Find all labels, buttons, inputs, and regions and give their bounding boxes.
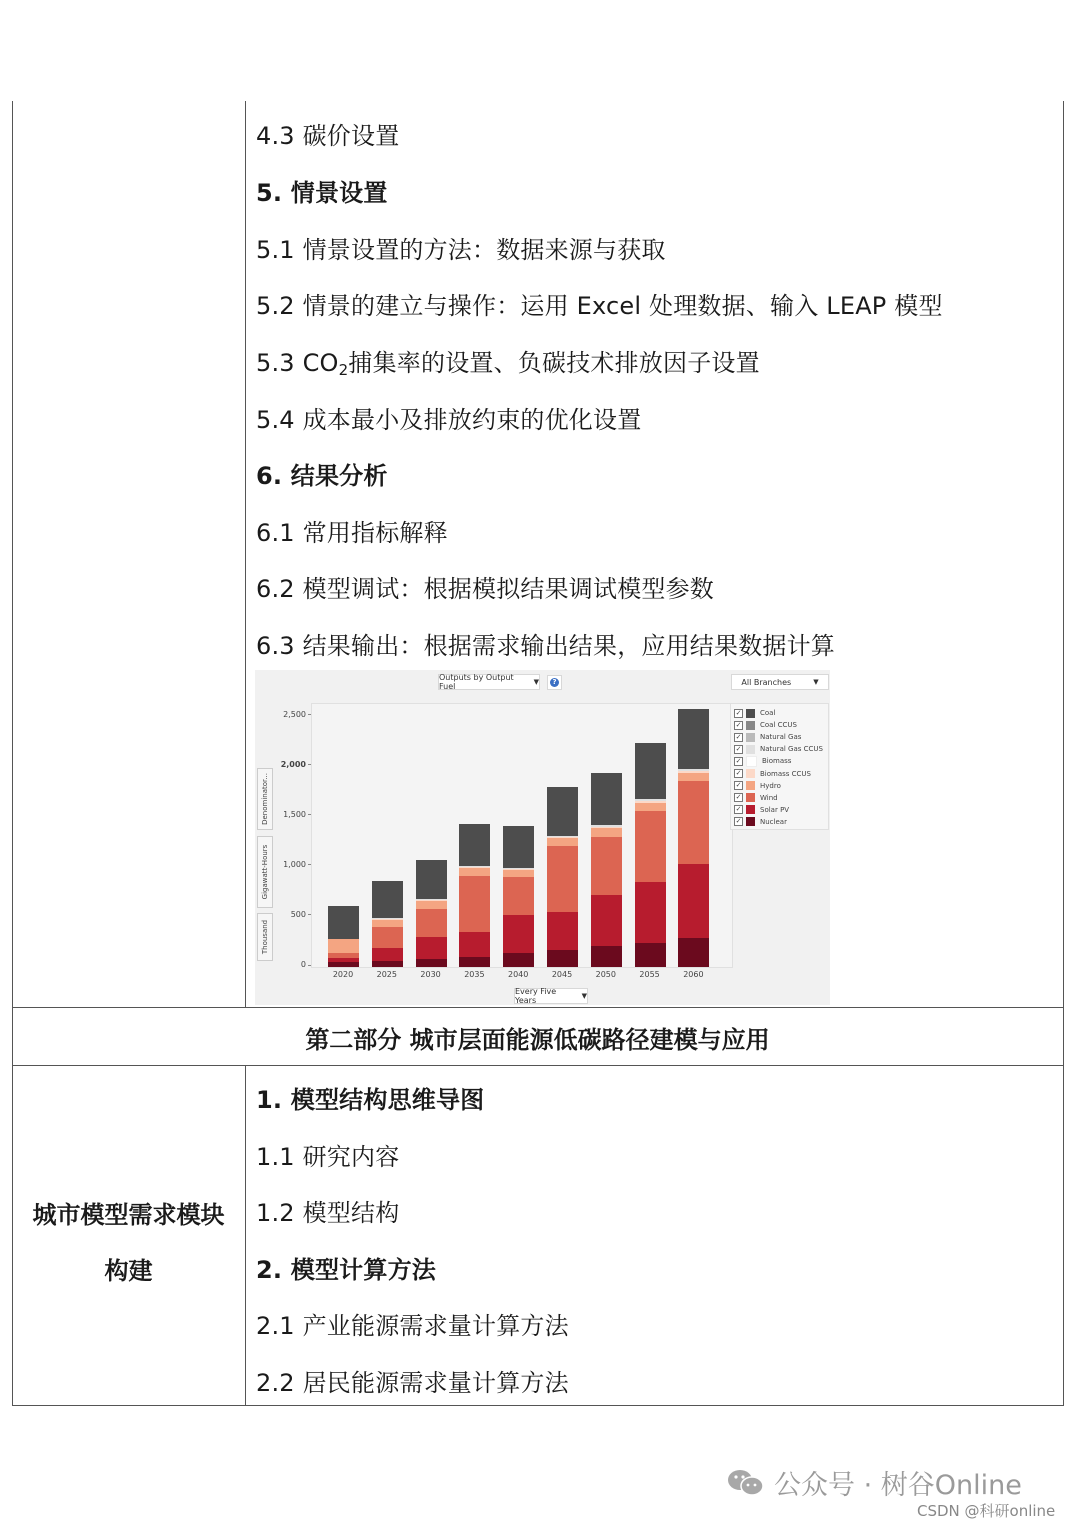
plot-area xyxy=(311,703,733,968)
section-title: 第二部分 城市层面能源低碳路径建模与应用 xyxy=(305,1026,770,1054)
bar-segment xyxy=(328,962,359,967)
outline-item-prefix: 5.3 CO xyxy=(256,349,339,377)
outline-item: 2.1 产业能源需求量计算方法 xyxy=(256,1312,569,1340)
bar-segment xyxy=(591,773,622,825)
bar-segment xyxy=(547,787,578,835)
leap-chart-panel xyxy=(255,670,830,1005)
legend-checkbox[interactable]: ✓ xyxy=(735,732,742,741)
row-label-line2: 构建 xyxy=(104,1257,153,1285)
outline-item: 1.1 研究内容 xyxy=(256,1143,400,1171)
legend-checkbox[interactable]: ✓ xyxy=(735,769,742,777)
help-button[interactable] xyxy=(547,675,562,690)
axis-tab-label: Denominator... xyxy=(261,773,269,825)
bar-segment xyxy=(328,939,359,953)
table-border-middle xyxy=(245,1065,246,1406)
wechat-icon xyxy=(726,1468,766,1498)
bar-segment xyxy=(591,946,622,967)
outline-heading: 6. 结果分析 xyxy=(256,462,388,490)
bar-segment xyxy=(503,953,534,967)
legend-swatch xyxy=(746,769,755,778)
x-tick-label: 2050 xyxy=(595,970,616,979)
outline-heading: 5. 情景设置 xyxy=(256,179,388,207)
table-row-divider xyxy=(12,1007,1064,1008)
axis-tab-gigawatt-hours[interactable] xyxy=(257,836,273,908)
x-tick-label: 2035 xyxy=(464,970,485,979)
y-tick-label: 2,500 xyxy=(283,710,306,719)
legend-label: Nuclear xyxy=(760,817,787,826)
bar-segment xyxy=(547,912,578,950)
bar-2060 xyxy=(678,709,709,967)
legend-checkbox[interactable]: ✓ xyxy=(735,793,742,802)
outline-item: 6.3 结果输出：根据需求输出结果，应用结果数据计算 xyxy=(256,632,835,660)
outline-item: 6.2 模型调试：根据模拟结果调试模型参数 xyxy=(256,575,714,603)
bar-2045 xyxy=(547,787,578,967)
legend-label: Biomass CCUS xyxy=(760,769,811,778)
legend-swatch xyxy=(746,709,755,718)
bar-segment xyxy=(591,837,622,895)
y-tick-label: 1,500 xyxy=(283,810,306,819)
legend-checkbox[interactable]: ✓ xyxy=(735,708,742,717)
axis-tab-label: Thousand xyxy=(261,919,269,955)
view-dropdown-label: Outputs by Output Fuel xyxy=(439,673,514,691)
legend-checkbox[interactable]: ✓ xyxy=(735,720,742,729)
bar-segment xyxy=(635,743,666,799)
legend-swatch xyxy=(746,805,755,814)
bar-segment xyxy=(459,824,490,865)
legend-checkbox[interactable]: ✓ xyxy=(735,805,742,814)
wechat-watermark: 公众号 · 树谷Online xyxy=(774,1470,1022,1501)
bar-segment xyxy=(416,959,447,967)
x-tick-label: 2020 xyxy=(332,970,354,979)
bar-segment xyxy=(635,943,666,967)
bar-2020 xyxy=(328,906,359,967)
bar-segment xyxy=(635,803,666,811)
outline-item: 5.4 成本最小及排放约束的优化设置 xyxy=(256,406,642,434)
bar-2040 xyxy=(503,826,534,968)
legend-label: Hydro xyxy=(760,781,781,790)
bar-segment xyxy=(503,915,534,953)
legend-label: Coal CCUS xyxy=(760,721,797,730)
bar-segment xyxy=(416,901,447,909)
legend-label: Biomass xyxy=(762,757,792,766)
bar-segment xyxy=(459,876,490,932)
legend-label: Solar PV xyxy=(760,805,790,814)
table-border-bottom xyxy=(12,1405,1064,1406)
bar-segment xyxy=(372,948,403,961)
x-tick-label: 2025 xyxy=(376,970,397,979)
table-border-middle xyxy=(245,101,246,1008)
outline-item: 5.2 情景的建立与操作：运用 Excel 处理数据、输入 LEAP 模型 xyxy=(256,292,943,320)
view-dropdown[interactable] xyxy=(438,674,540,690)
axis-tab-label: Gigawatt-Hours xyxy=(261,844,269,900)
bar-segment xyxy=(547,838,578,846)
legend-item[interactable] xyxy=(734,816,787,828)
table-row-divider xyxy=(12,1065,1064,1066)
bar-segment xyxy=(459,932,490,957)
chart-legend xyxy=(730,703,829,830)
y-tick-label: 1,000 xyxy=(283,860,306,869)
bar-segment xyxy=(372,961,403,967)
outline-item xyxy=(256,343,760,379)
bar-segment xyxy=(547,950,578,967)
x-tick-label: 2055 xyxy=(639,970,660,979)
legend-checkbox[interactable]: ✓ xyxy=(735,756,742,765)
outline-item: 5.1 情景设置的方法：数据来源与获取 xyxy=(256,236,666,264)
bar-segment xyxy=(328,906,359,939)
legend-item[interactable] xyxy=(734,755,791,767)
outline-item: 4.3 碳价设置 xyxy=(256,122,400,150)
y-tick-label: 0 xyxy=(300,960,306,969)
outline-heading: 1. 模型结构思维导图 xyxy=(256,1086,485,1114)
y-tick-label: 500 xyxy=(290,910,306,919)
chevron-down-icon: ▼ xyxy=(533,678,539,686)
bar-2030 xyxy=(416,860,447,967)
outline-item-suffix: 捕集率的设置、负碳技术排放因子设置 xyxy=(348,349,760,377)
bar-segment xyxy=(416,860,447,899)
y-tick-label: 2,000 xyxy=(280,760,306,769)
bar-2050 xyxy=(591,773,622,967)
interval-dropdown[interactable] xyxy=(514,988,588,1004)
legend-item[interactable] xyxy=(734,804,789,816)
legend-swatch xyxy=(746,756,757,767)
bar-segment xyxy=(678,709,709,769)
legend-swatch xyxy=(746,745,755,754)
bar-segment xyxy=(459,957,490,967)
csdn-watermark: CSDN @科研online xyxy=(917,1502,1056,1520)
bar-segment xyxy=(678,781,709,863)
x-tick-label: 2030 xyxy=(420,970,441,979)
outline-item: 2.2 居民能源需求量计算方法 xyxy=(256,1369,569,1397)
bar-segment xyxy=(591,895,622,946)
legend-item[interactable] xyxy=(734,768,811,780)
legend-label: Natural Gas xyxy=(760,733,802,742)
row-label-line1: 城市模型需求模块 xyxy=(32,1201,225,1229)
legend-swatch xyxy=(746,721,755,730)
axis-tab-denominator[interactable] xyxy=(257,768,273,830)
legend-item[interactable] xyxy=(734,707,775,719)
bar-segment xyxy=(503,870,534,877)
x-tick-label: 2045 xyxy=(551,970,573,979)
chevron-down-icon: ▼ xyxy=(581,992,587,1000)
legend-swatch xyxy=(746,733,755,742)
legend-item[interactable] xyxy=(734,743,823,755)
outline-heading: 2. 模型计算方法 xyxy=(256,1256,436,1284)
interval-dropdown-label: Every Five Years xyxy=(515,987,557,1005)
legend-label: Natural Gas CCUS xyxy=(760,745,823,754)
bar-2035 xyxy=(459,824,490,967)
branches-dropdown[interactable] xyxy=(731,674,829,690)
chevron-down-icon: ▼ xyxy=(813,678,819,686)
x-tick-label: 2040 xyxy=(508,970,529,979)
bar-segment xyxy=(678,773,709,781)
legend-label: Coal xyxy=(760,709,776,717)
branches-dropdown-label: All Branches xyxy=(741,677,792,687)
legend-swatch xyxy=(746,781,755,790)
legend-item[interactable] xyxy=(734,780,781,792)
legend-checkbox[interactable]: ✓ xyxy=(735,781,742,790)
legend-checkbox[interactable]: ✓ xyxy=(735,817,742,826)
legend-item[interactable] xyxy=(734,792,778,804)
bar-segment xyxy=(591,828,622,836)
x-tick-label: 2060 xyxy=(683,970,704,979)
bar-segment xyxy=(635,882,666,943)
bar-segment xyxy=(372,920,403,927)
axis-tab-thousand[interactable] xyxy=(257,913,273,961)
help-icon: ? xyxy=(550,678,559,687)
bar-2025 xyxy=(372,881,403,967)
bar-segment xyxy=(416,909,447,937)
bar-segment xyxy=(678,938,709,967)
legend-checkbox[interactable]: ✓ xyxy=(735,744,742,753)
legend-item[interactable] xyxy=(734,731,801,743)
table-border-right xyxy=(1063,101,1064,1406)
bar-2055 xyxy=(635,743,666,967)
bar-segment xyxy=(372,881,403,918)
bar-segment xyxy=(459,868,490,876)
outline-item: 6.1 常用指标解释 xyxy=(256,519,448,547)
bar-segment xyxy=(503,826,534,868)
legend-item[interactable] xyxy=(734,719,797,731)
bar-segment xyxy=(678,864,709,938)
bar-segment xyxy=(372,927,403,948)
bar-segment xyxy=(547,846,578,912)
bar-segment xyxy=(416,937,447,959)
legend-swatch xyxy=(746,817,755,826)
legend-label: Wind xyxy=(760,793,778,802)
legend-swatch xyxy=(746,793,755,802)
outline-item: 1.2 模型结构 xyxy=(256,1199,400,1227)
bar-segment xyxy=(503,877,534,915)
bar-segment xyxy=(635,811,666,881)
subscript: 2 xyxy=(338,361,349,379)
